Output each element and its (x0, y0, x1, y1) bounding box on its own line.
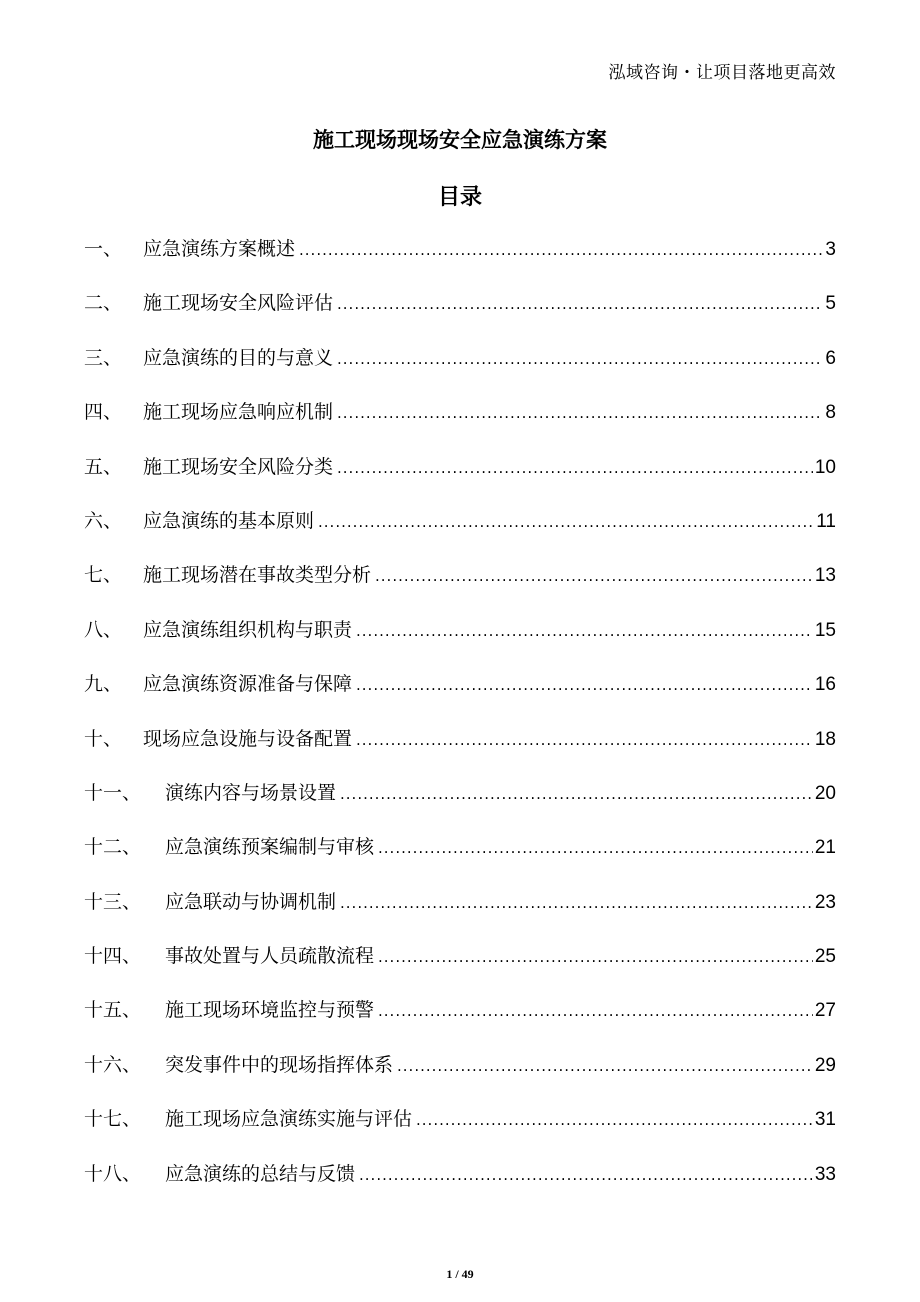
toc-dot-leader (340, 785, 813, 803)
toc-entry-page: 10 (814, 456, 836, 478)
toc-entry-number: 十七、 (84, 1108, 142, 1131)
toc-entry-title: 应急演练方案概述 (143, 238, 296, 260)
toc-entry-number: 一、 (84, 238, 123, 260)
toc-entry[interactable] (84, 452, 836, 506)
page-indicator: 1 / 49 (446, 1267, 474, 1281)
toc-entry-number: 十、 (84, 727, 123, 750)
toc-entry-page: 33 (814, 1163, 836, 1185)
table-of-contents (84, 234, 836, 1213)
toc-entry-page: 6 (825, 347, 836, 369)
toc-entry-number: 五、 (84, 455, 123, 478)
toc-entry-title: 应急演练的基本原则 (143, 509, 315, 532)
toc-dot-leader (337, 459, 813, 477)
toc-entry-title: 应急演练的目的与意义 (143, 346, 334, 369)
toc-entry[interactable] (84, 234, 836, 288)
toc-entry-title: 应急演练预案编制与审核 (165, 836, 375, 859)
toc-entry-title: 施工现场潜在事故类型分析 (143, 564, 372, 587)
toc-entry-number: 十二、 (84, 836, 142, 859)
toc-entry[interactable] (84, 941, 836, 995)
toc-dot-leader (397, 1057, 813, 1075)
toc-entry-page: 27 (814, 1000, 836, 1022)
toc-dot-leader (378, 1002, 813, 1020)
toc-entry[interactable] (84, 560, 836, 614)
toc-entry-title: 演练内容与场景设置 (165, 781, 337, 804)
toc-entry[interactable] (84, 832, 836, 886)
toc-dot-leader (378, 948, 813, 966)
document-title: 施工现场现场安全应急演练方案 (313, 128, 607, 152)
toc-entry-title: 施工现场安全风险分类 (143, 455, 334, 478)
toc-entry-title: 应急演练资源准备与保障 (143, 673, 353, 696)
toc-entry-number: 十三、 (84, 890, 142, 913)
header-text: 泓域咨询・让项目落地更高效 (608, 63, 836, 83)
toc-entry[interactable] (84, 615, 836, 669)
toc-entry-page: 25 (814, 946, 836, 968)
toc-entry-title: 事故处置与人员疏散流程 (165, 945, 375, 968)
toc-entry[interactable] (84, 778, 836, 832)
toc-dot-leader (318, 513, 814, 531)
toc-entry[interactable] (84, 397, 836, 451)
toc-dot-leader (337, 350, 823, 368)
toc-entry-title: 施工现场应急响应机制 (143, 401, 334, 424)
toc-entry[interactable] (84, 1050, 836, 1104)
toc-entry-number: 八、 (84, 618, 123, 641)
toc-entry-title: 应急演练的总结与反馈 (165, 1162, 356, 1185)
toc-entry-title: 应急演练组织机构与职责 (143, 618, 353, 641)
toc-heading: 目录 (437, 185, 482, 210)
toc-dot-leader (337, 295, 823, 313)
toc-dot-leader (359, 1166, 813, 1184)
toc-entry-page: 8 (825, 402, 836, 424)
toc-dot-leader (340, 894, 813, 912)
toc-dot-leader (356, 731, 813, 749)
toc-dot-leader (337, 404, 823, 422)
toc-entry-number: 二、 (84, 292, 123, 315)
toc-entry-page: 13 (814, 565, 836, 587)
toc-entry[interactable] (84, 1159, 836, 1213)
toc-dot-leader (378, 839, 813, 857)
toc-dot-leader (375, 567, 813, 585)
toc-entry[interactable] (84, 343, 836, 397)
toc-entry[interactable] (84, 1104, 836, 1158)
toc-entry-number: 六、 (84, 509, 123, 532)
toc-entry[interactable] (84, 995, 836, 1049)
toc-entry-page: 18 (814, 728, 836, 750)
toc-dot-leader (299, 241, 823, 259)
toc-entry-number: 十四、 (84, 945, 142, 968)
toc-entry-number: 九、 (84, 673, 123, 696)
toc-entry[interactable] (84, 887, 836, 941)
toc-dot-leader (356, 622, 813, 640)
toc-entry-number: 四、 (84, 401, 123, 424)
toc-entry-title: 现场应急设施与设备配置 (143, 727, 353, 750)
toc-entry-page: 21 (814, 837, 836, 859)
toc-entry-number: 十一、 (84, 781, 142, 804)
toc-entry-number: 十六、 (84, 1053, 142, 1076)
toc-entry-page: 20 (814, 782, 836, 804)
toc-entry-number: 十八、 (84, 1162, 142, 1185)
toc-entry-number: 七、 (84, 564, 123, 587)
toc-entry-title: 突发事件中的现场指挥体系 (165, 1053, 394, 1076)
toc-entry[interactable] (84, 288, 836, 342)
toc-entry-page: 11 (816, 510, 836, 532)
toc-entry-page: 31 (814, 1109, 836, 1131)
toc-entry-page: 3 (825, 239, 836, 260)
toc-entry[interactable] (84, 506, 836, 560)
toc-entry-number: 十五、 (84, 999, 142, 1022)
toc-entry-title: 施工现场环境监控与预警 (165, 999, 375, 1022)
toc-entry-title: 施工现场安全风险评估 (143, 292, 334, 315)
toc-dot-leader (416, 1111, 813, 1129)
toc-entry-title: 施工现场应急演练实施与评估 (165, 1108, 413, 1131)
toc-entry[interactable] (84, 669, 836, 723)
toc-dot-leader (356, 676, 813, 694)
toc-entry-page: 15 (814, 619, 836, 641)
toc-entry-page: 5 (825, 293, 836, 315)
toc-entry-title: 应急联动与协调机制 (165, 890, 337, 913)
toc-entry-number: 三、 (84, 346, 123, 369)
toc-entry-page: 16 (814, 674, 836, 696)
toc-entry-page: 23 (814, 891, 836, 913)
toc-entry[interactable] (84, 724, 836, 778)
toc-entry-page: 29 (814, 1054, 836, 1076)
